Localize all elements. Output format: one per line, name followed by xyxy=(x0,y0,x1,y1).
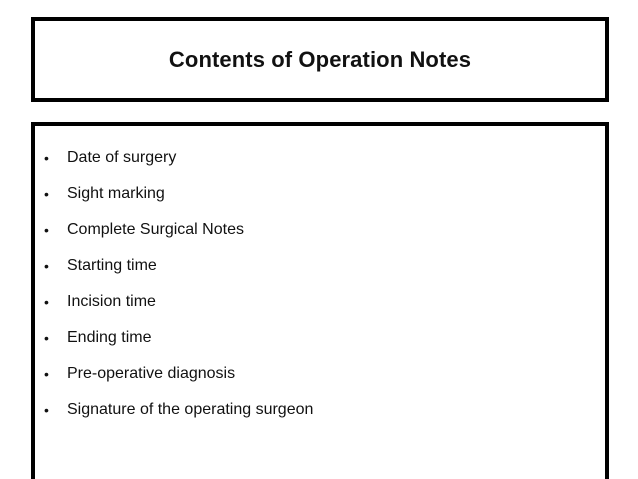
list-item-text: Date of surgery xyxy=(67,149,177,166)
bullet-icon: • xyxy=(44,294,49,310)
list-item-text: Ending time xyxy=(67,329,152,346)
content-box xyxy=(31,122,609,479)
list-item-text: Signature of the operating surgeon xyxy=(67,401,314,418)
bullet-icon: • xyxy=(44,330,49,346)
bullet-icon: • xyxy=(44,402,49,418)
bullet-icon: • xyxy=(44,366,49,382)
bullet-icon: • xyxy=(44,186,49,202)
bullet-icon: • xyxy=(44,258,49,274)
list-item-text: Sight marking xyxy=(67,185,165,202)
list-item-text: Starting time xyxy=(67,257,157,274)
slide-title: Contents of Operation Notes xyxy=(168,46,472,72)
bullet-icon: • xyxy=(44,222,49,238)
list-item-text: Pre-operative diagnosis xyxy=(67,365,236,382)
bullet-icon: • xyxy=(44,150,49,166)
list-item-text: Incision time xyxy=(67,293,156,310)
list-item-text: Complete Surgical Notes xyxy=(67,221,244,238)
title-box xyxy=(31,17,609,102)
